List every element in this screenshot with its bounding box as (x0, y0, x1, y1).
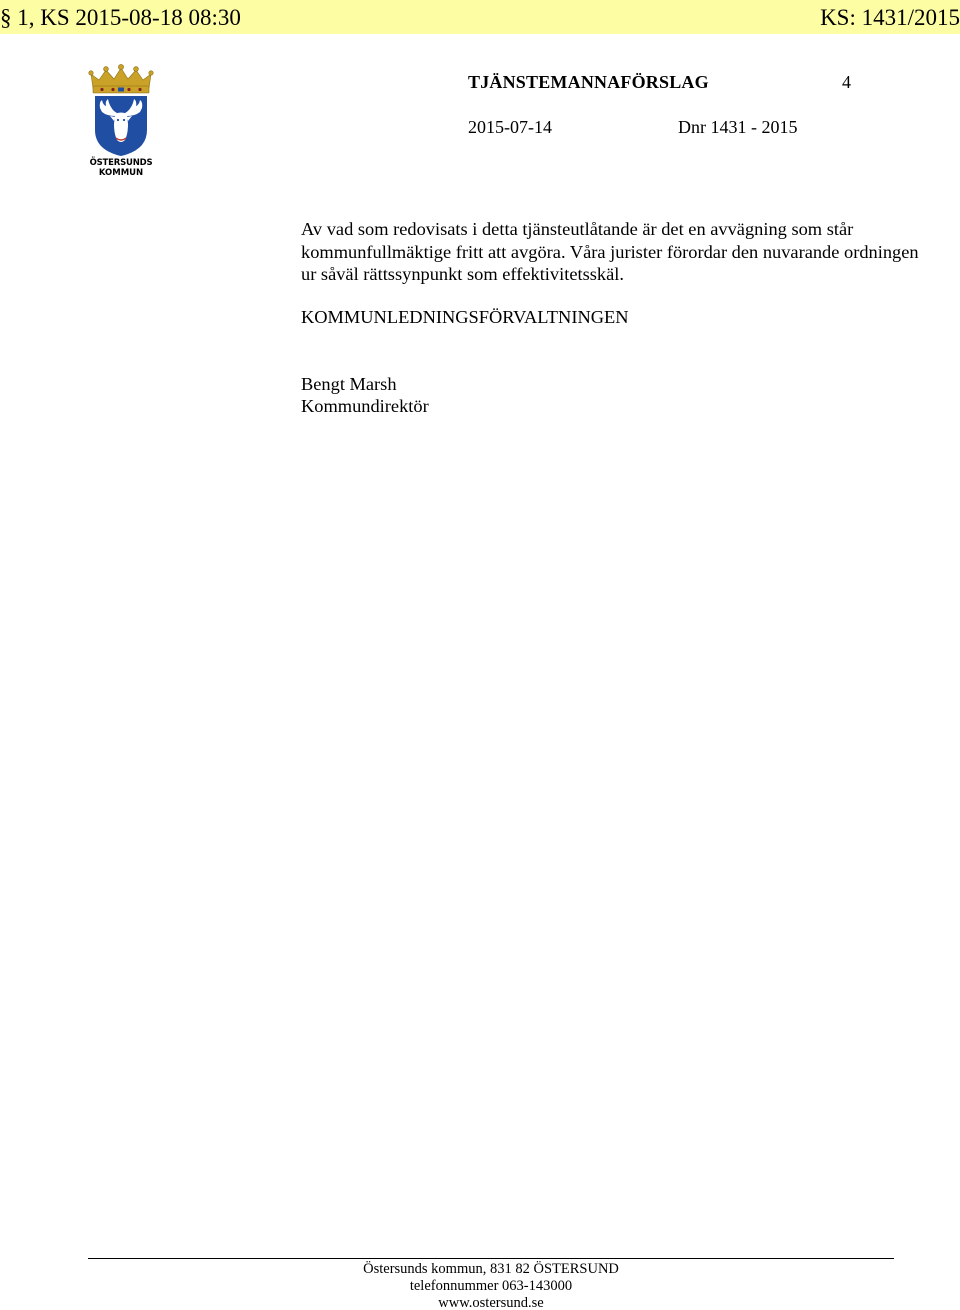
page-footer (88, 1261, 894, 1310)
signer-title: Kommundirektör (301, 396, 429, 416)
logo-wordmark-line2: KOMMUN (98, 168, 144, 178)
conclusion-paragraph: Av vad som redovisats i detta tjänsteutlåtande är det en avvägning som står kommunfullmäktige fritt att avgöra. Våra jurister förordar den nuvarande ordningen ur såväl rättssynpunkt som effektivitetsskäl. (301, 219, 919, 284)
coat-of-arms-icon (88, 64, 154, 158)
municipality-logo (88, 64, 154, 182)
department-name: KOMMUNLEDNINGSFÖRVALTNINGEN (301, 307, 629, 327)
footer-phone: telefonnummer 063-143000 (409, 1278, 573, 1294)
document-type: TJÄNSTEMANNAFÖRSLAG (468, 72, 709, 92)
registration-number: Dnr 1431 - 2015 (678, 117, 798, 137)
page-number: 4 (842, 72, 851, 92)
document-date: 2015-07-14 (468, 117, 552, 137)
footer-website: www.ostersund.se (438, 1295, 544, 1310)
banner-case-number: KS: 1431/2015 (820, 5, 960, 30)
signer-name: Bengt Marsh (301, 374, 397, 394)
logo-wordmark-line1: ÖSTERSUNDS (89, 158, 153, 168)
banner-agenda-ref: § 1, KS 2015-08-18 08:30 (0, 5, 241, 30)
meeting-banner (0, 0, 960, 34)
footer-address: Östersunds kommun, 831 82 ÖSTERSUND (363, 1261, 619, 1277)
footer-divider (88, 1258, 894, 1259)
